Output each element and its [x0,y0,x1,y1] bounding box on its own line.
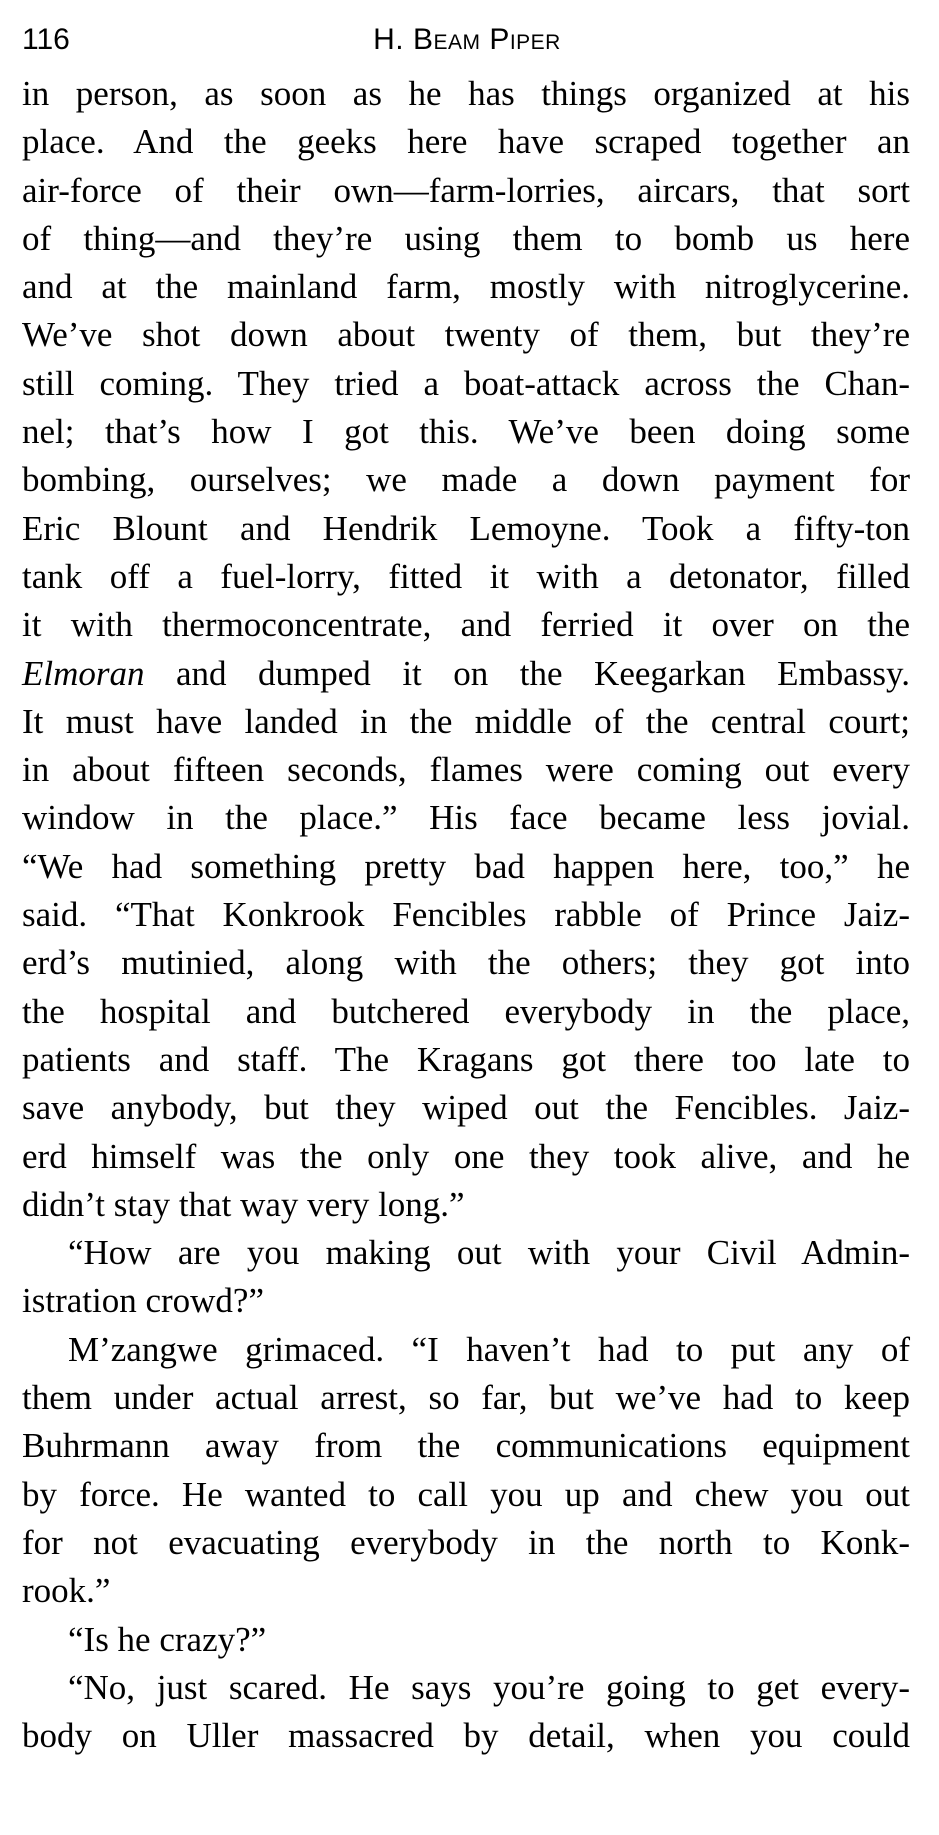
text-line [22,1326,910,1374]
line-text: erd himself was the only one they took alive, and he [22,1136,910,1176]
body-text [22,70,910,1760]
line-text: “No, just scared. He says you’re going to get every- [68,1667,910,1707]
italic-title: Elmoran [22,653,145,693]
line-text: Buhrmann away from the communications equipment [22,1426,910,1466]
line-text: for not evacuating everybody in the north to Konk- [22,1522,910,1562]
running-head: H. Beam Piper [373,23,561,56]
line-text: in person, as soon as he has things organized at his [22,74,910,113]
text-line [22,118,910,166]
line-text: it with thermoconcentrate, and ferried it over on the [22,605,910,645]
text-line [22,1036,910,1084]
line-text: rook.” [22,1571,111,1611]
text-line [22,1712,910,1760]
text-line [22,1084,910,1132]
text-line [22,939,910,987]
line-text: still coming. They tried a boat-attack across the Chan- [22,363,910,403]
line-text: in about fifteen seconds, flames were coming out every [22,750,910,790]
text-line [22,408,910,456]
line-text: istration crowd?” [22,1281,264,1321]
text-line [22,1519,910,1567]
text-line [22,1616,910,1664]
line-text: “How are you making out with your Civil Admin- [68,1233,910,1273]
text-line [22,698,910,746]
text-line [22,1471,910,1519]
text-line [22,1181,910,1229]
text-line [22,601,910,649]
page-number: 116 [22,23,70,56]
text-line [22,1422,910,1470]
text-line [22,1567,910,1615]
line-text: tank off a fuel-lorry, fitted it with a detonator, filled [22,556,910,596]
text-line [22,1229,910,1277]
text-line [22,1664,910,1712]
line-text: didn’t stay that way very long.” [22,1184,465,1224]
text-line [22,311,910,359]
text-line [22,456,910,504]
line-text: nel; that’s how I got this. We’ve been doing some [22,412,910,452]
line-text: body on Uller massacred by detail, when you could [22,1716,910,1756]
text-line [22,794,910,842]
line-text: save anybody, but they wiped out the Fencibles. Jaiz- [22,1088,910,1128]
line-text: the hospital and butchered everybody in the place, [22,991,910,1031]
text-line [22,553,910,601]
line-text: erd’s mutinied, along with the others; they got into [22,943,910,983]
line-text: Eric Blount and Hendrik Lemoyne. Took a fifty-ton [22,508,910,548]
line-text: It must have landed in the middle of the central court; [22,701,910,741]
text-line [22,360,910,408]
line-text: We’ve shot down about twenty of them, but they’re [22,315,910,355]
line-text: them under actual arrest, so far, but we’ve had to keep [22,1378,910,1418]
text-line [22,988,910,1036]
text-line [22,843,910,891]
text-line [22,650,910,698]
text-line [22,1277,910,1325]
text-line [22,1374,910,1422]
line-text: and dumped it on the Keegarkan Embassy. [144,653,910,693]
text-line [22,70,910,118]
line-text: place. And the geeks here have scraped together an [22,122,910,162]
line-text: by force. He wanted to call you up and chew you out [22,1474,910,1514]
text-line [22,167,910,215]
line-text: air-force of their own—farm-lorries, aircars, that sort [22,170,910,210]
line-text: window in the place.” His face became less jovial. [22,798,910,838]
line-text: bombing, ourselves; we made a down payment for [22,460,910,500]
line-text: “We had something pretty bad happen here, too,” he [22,846,910,886]
line-text: “Is he crazy?” [68,1619,267,1659]
text-line [22,215,910,263]
line-text: M’zangwe grimaced. “I haven’t had to put any of [68,1329,910,1369]
line-text: patients and staff. The Kragans got there too late to [22,1039,910,1079]
page-header [22,18,912,62]
line-text: of thing—and they’re using them to bomb us here [22,218,910,258]
text-line [22,263,910,311]
text-line [22,505,910,553]
line-text: and at the mainland farm, mostly with nitroglycerine. [22,267,910,307]
text-line [22,891,910,939]
text-line [22,1133,910,1181]
line-text: said. “That Konkrook Fencibles rabble of Prince Jaiz- [22,895,910,935]
text-line [22,746,910,794]
